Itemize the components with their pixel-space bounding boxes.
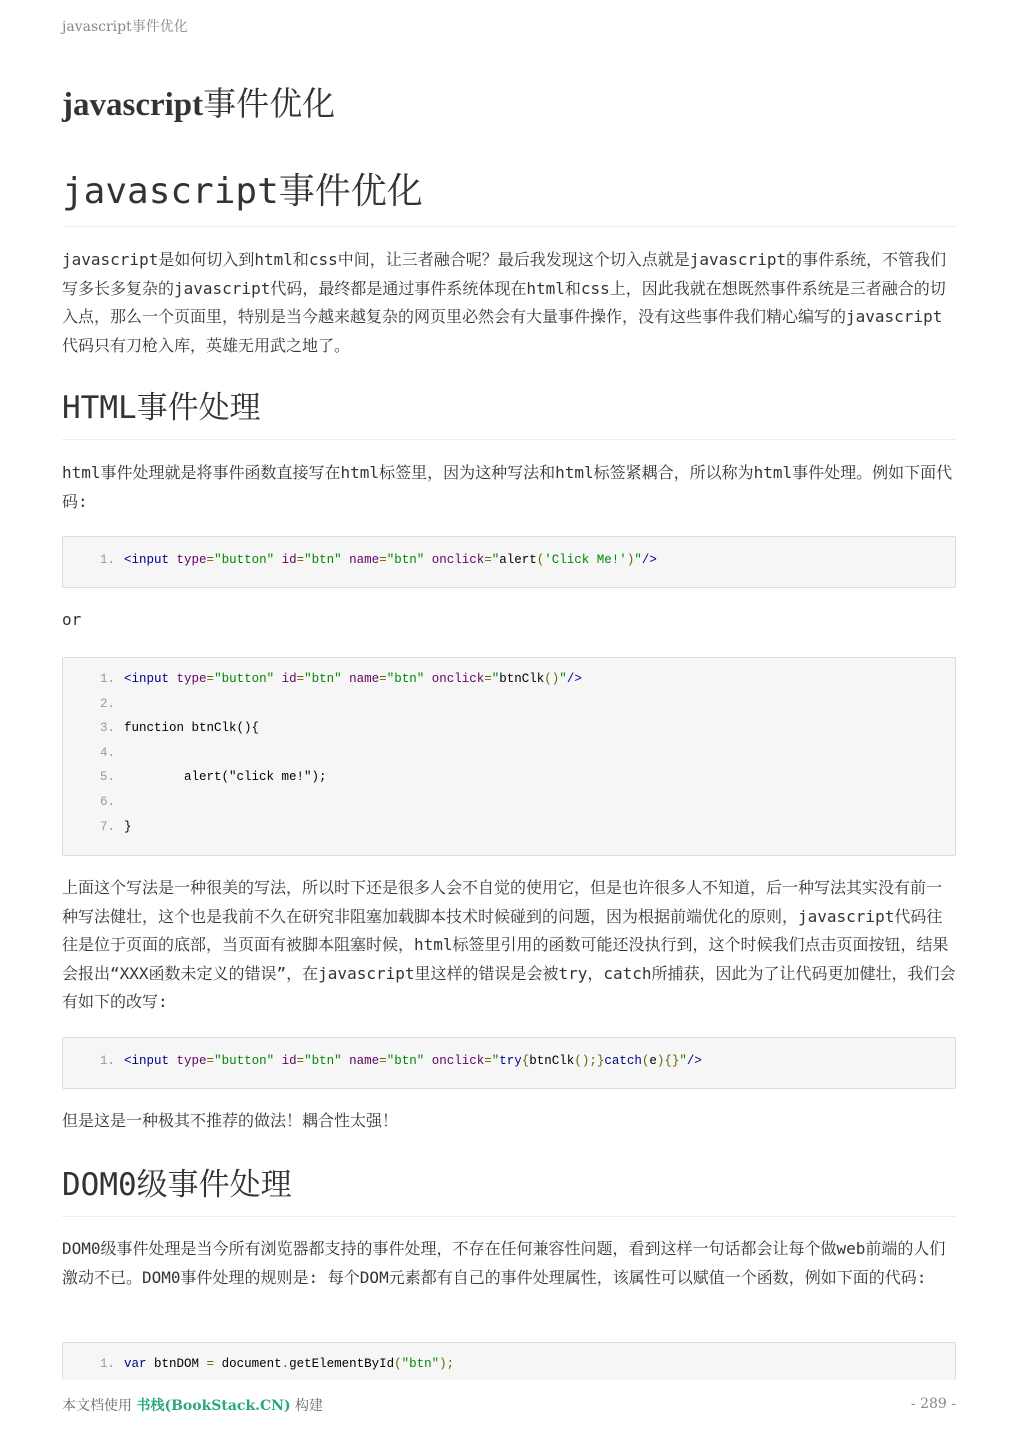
document-title-cjk: 事件优化 <box>203 87 336 123</box>
dom0-heading: DOM0级事件处理 <box>62 1163 956 1217</box>
code-block-2 <box>62 657 956 856</box>
warning-paragraph: 但是这是一种极其不推荐的做法！耦合性太强！ <box>62 1111 399 1130</box>
code-line: 7. } <box>99 819 132 834</box>
html-event-heading: HTML事件处理 <box>62 386 956 440</box>
code-block-1 <box>62 536 956 588</box>
intro-paragraph: javascript是如何切入到html和css中间，让三者融合呢？最后我发现这个切入点就是javascript的事件系统，不管我们写多长多复杂的javascript代码，最终都是通过事件系统体现在html和css上，因此我就在想既然事件系统是三者融合的切入点，那么一个页面里，特别是当今越来越复杂的网页里必然会有大量事件操作，没有这些事件我们精心编写的javascript代码只有刀枪入库，英雄无用武之地了。 <box>62 250 947 355</box>
code-line: 3. function btnClk(){ <box>99 721 260 736</box>
code-line: 4. <box>99 745 115 760</box>
bookstack-link[interactable]: 书栈(BookStack.CN) <box>136 1398 291 1414</box>
code-line: 2. <box>99 696 115 711</box>
page-number: - 289 - <box>910 1396 956 1412</box>
code-block-4 <box>62 1342 956 1380</box>
code-line: 1. var btnDOM = document.getElementById("btn"); <box>99 1357 455 1371</box>
code-block-3 <box>62 1037 956 1089</box>
explanation-paragraph: 上面这个写法是一种很美的写法，所以时下还是很多人会不自觉的使用它，但是也许很多人不知道，后一种写法其实没有前一种写法健壮，这个也是我前不久在研究非阻塞加载脚本技术时候碰到的问题，因为根据前端优化的原则，javascript代码往往是位于页面的底部，当页面有被脚本阻塞时候，html标签里引用的函数可能还没执行到，这个时候我们点击页面按钮，结果会报出“XXX函数未定义的错误”，在javascript里这样的错误是会被try，catch所捕获，因此为了让代码更加健壮，我们会有如下的改写: <box>62 878 956 1011</box>
section-title: javascript事件优化 <box>62 168 956 227</box>
running-head: javascript事件优化 <box>62 19 188 35</box>
html-event-paragraph: html事件处理就是将事件函数直接写在html标签里，因为这种写法和html标签紧耦合，所以称为html事件处理。例如下面代码: <box>62 463 953 511</box>
code-line: 5. alert("click me!"); <box>99 770 327 785</box>
document-title <box>62 78 335 125</box>
code-line: 1. <input type="button" id="btn" name="btn" onclick="btnClk()"/> <box>99 672 582 686</box>
code-line: 1. <input type="button" id="btn" name="btn" onclick="alert('Click Me!')"/> <box>99 553 657 567</box>
dom0-paragraph: DOM0级事件处理是当今所有浏览器都支持的事件处理，不存在任何兼容性问题，看到这样一句话都会让每个做web前端的人们激动不已。DOM0事件处理的规则是: 每个DOM元素都有自己的事件处理属性，该属性可以赋值一个函数，例如下面的代码: <box>62 1239 946 1287</box>
code-line: 6. <box>99 794 115 809</box>
footer-credit: 本文档使用 书栈(BookStack.CN) 构建 <box>62 1398 324 1414</box>
document-title-latin: javascript <box>62 87 204 123</box>
code-line: 1. <input type="button" id="btn" name="btn" onclick="try{btnClk();}catch(e){}"/> <box>99 1054 702 1068</box>
or-text: or <box>62 610 82 629</box>
